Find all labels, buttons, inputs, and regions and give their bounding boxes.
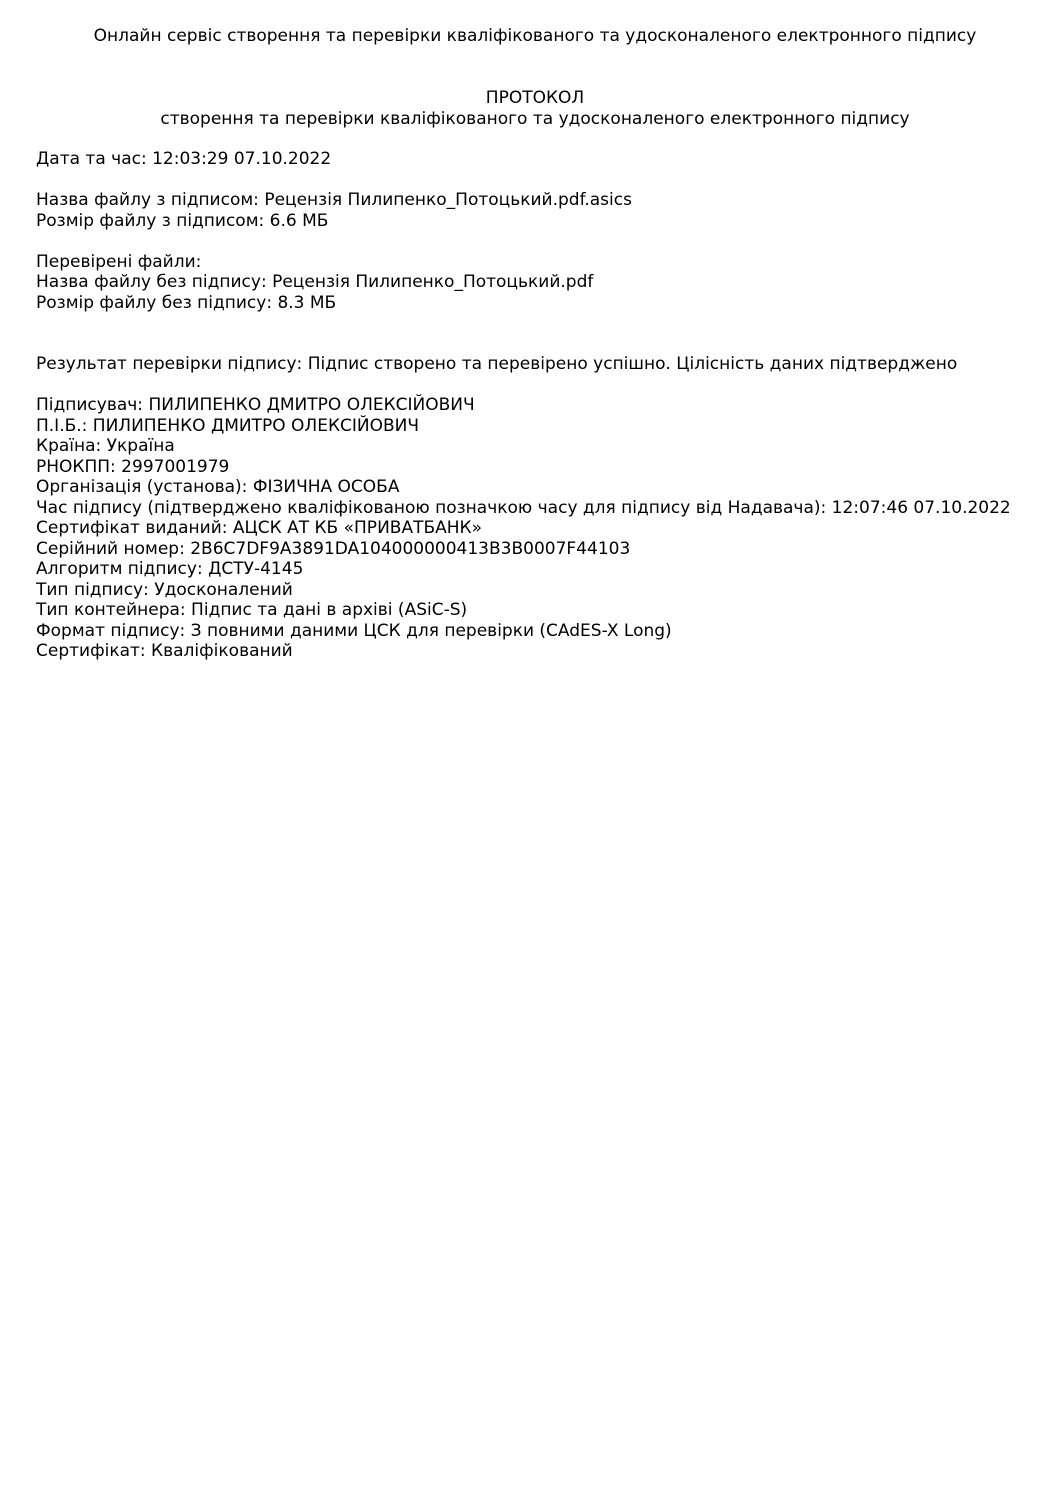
certificate-line: Сертифікат: Кваліфікований	[36, 641, 293, 661]
checked-file-name: Назва файлу без підпису: Рецензія Пилипенко_Потоцький.pdf	[36, 272, 594, 292]
sign-time-line: Час підпису (підтверджено кваліфікованою позначкою часу для підпису від Надавача): 12:07:46 07.10.2022	[36, 497, 1011, 518]
spacer	[36, 231, 1026, 252]
service-title-text: Онлайн сервіс створення та перевірки кваліфікованого та удосконаленого електронного підпису	[93, 26, 977, 46]
protocol-heading	[60, 88, 1010, 129]
full-name-line: П.І.Б.: ПИЛИПЕНКО ДМИТРО ОЛЕКСІЙОВИЧ	[36, 415, 420, 436]
sign-format-line: Формат підпису: З повними даними ЦСК для перевірки (CAdES-X Long)	[36, 620, 672, 641]
service-title	[60, 26, 1010, 47]
sign-type-line: Тип підпису: Удосконалений	[36, 579, 293, 600]
spacer	[36, 375, 1026, 396]
algorithm-line: Алгоритм підпису: ДСТУ-4145	[36, 559, 304, 579]
serial-number-line: Серійний номер: 2B6C7DF9A3891DA104000000413B3B0007F44103	[36, 538, 631, 559]
rnokpp-line: РНОКПП: 2997001979	[36, 456, 230, 477]
spacer	[36, 313, 1026, 354]
protocol-subtitle: створення та перевірки кваліфікованого та удосконаленого електронного підпису	[160, 108, 910, 129]
protocol-title: ПРОТОКОЛ	[485, 88, 585, 108]
datetime-line: Дата та час: 12:03:29 07.10.2022	[36, 149, 332, 169]
organization-line: Організація (установа): ФІЗИЧНА ОСОБА	[36, 477, 400, 497]
protocol-body	[36, 149, 1026, 662]
checked-files-heading: Перевірені файли:	[36, 251, 202, 272]
signed-file-name: Назва файлу з підписом: Рецензія Пилипенко_Потоцький.pdf.asics	[36, 190, 632, 210]
checked-file-size: Розмір файлу без підпису: 8.3 МБ	[36, 292, 337, 313]
verification-result: Результат перевірки підпису: Підпис створено та перевірено успішно. Цілісність даних підтверджено	[36, 354, 958, 374]
spacer	[36, 170, 1026, 191]
country-line: Країна: Україна	[36, 436, 175, 456]
container-type-line: Тип контейнера: Підпис та дані в архіві (ASiC-S)	[36, 600, 468, 620]
signed-file-size: Розмір файлу з підписом: 6.6 МБ	[36, 210, 329, 231]
cert-issuer-line: Сертифікат виданий: АЦСК АТ КБ «ПРИВАТБАНК»	[36, 518, 483, 538]
signer-line: Підписувач: ПИЛИПЕНКО ДМИТРО ОЛЕКСІЙОВИЧ	[36, 395, 475, 415]
